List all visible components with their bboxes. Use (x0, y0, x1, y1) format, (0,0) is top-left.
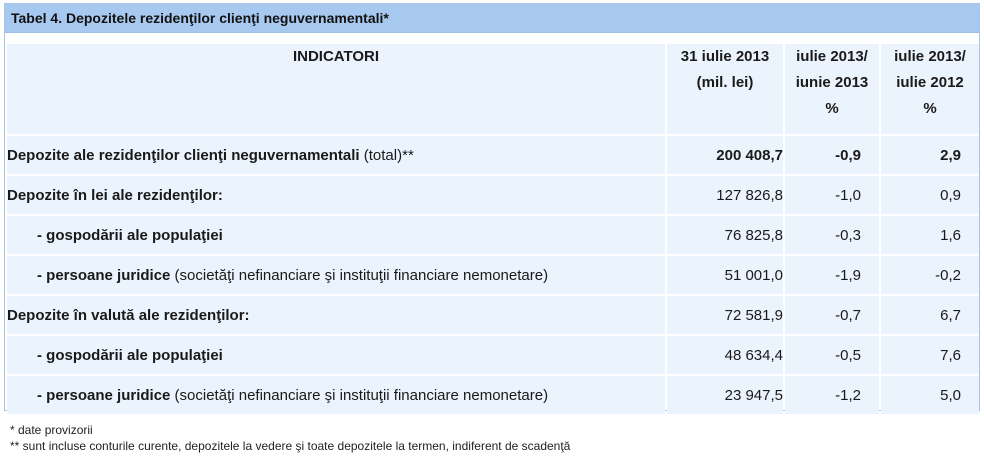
row-value-mil-lei: 200 408,7 (667, 136, 783, 174)
row-label-bold: Depozite ale rezidenţilor clienţi neguvernamentali (7, 146, 360, 164)
row-annual-change: 2,9 (881, 136, 979, 174)
header-col3-line1: iulie 2013/ (894, 48, 966, 65)
header-monthly-change (785, 44, 879, 134)
row-label (7, 296, 665, 334)
table-row (7, 296, 979, 334)
header-annual-change (881, 44, 979, 134)
row-value-mil-lei: 76 825,8 (667, 216, 783, 254)
row-monthly-change: -1,0 (785, 176, 879, 214)
header-indicatori: INDICATORI (7, 44, 665, 134)
row-label-bold: - gospodării ale populaţiei (37, 226, 223, 244)
row-monthly-change: -0,5 (785, 336, 879, 374)
row-label-normal: (societăţi nefinanciare şi instituţii financiare nemonetare) (170, 386, 549, 404)
row-annual-change: 1,6 (881, 216, 979, 254)
header-col2-line2: iunie 2013 (795, 74, 869, 91)
header-col1-line1: 31 iulie 2013 (680, 48, 770, 65)
footnote-provisional: * date provizorii (10, 423, 93, 437)
header-col3-line3: % (923, 100, 937, 117)
row-annual-change: 0,9 (881, 176, 979, 214)
table-panel (4, 3, 980, 411)
row-annual-change: -0,2 (881, 256, 979, 294)
header-col2-line3: % (825, 100, 839, 117)
row-monthly-change: -0,7 (785, 296, 879, 334)
header-col2-line1: iulie 2013/ (796, 48, 868, 65)
row-monthly-change: -0,9 (785, 136, 879, 174)
table-title: Tabel 4. Depozitele rezidenţilor clienţi neguvernamentali* (5, 4, 979, 33)
row-label-bold: - persoane juridice (37, 266, 171, 284)
row-value-mil-lei: 23 947,5 (667, 376, 783, 414)
row-value-mil-lei: 127 826,8 (667, 176, 783, 214)
table-row (7, 136, 979, 174)
row-annual-change: 7,6 (881, 336, 979, 374)
table-row (7, 176, 979, 214)
row-monthly-change: -1,9 (785, 256, 879, 294)
row-monthly-change: -1,2 (785, 376, 879, 414)
table-row (7, 376, 979, 414)
row-value-mil-lei: 72 581,9 (667, 296, 783, 334)
header-value-mil-lei (667, 44, 783, 134)
row-annual-change: 5,0 (881, 376, 979, 414)
row-label (7, 256, 665, 294)
row-label-bold: - persoane juridice (37, 386, 171, 404)
header-row (7, 44, 979, 134)
footnote-included-deposits: ** sunt incluse conturile curente, depozitele la vedere şi toate depozitele la termen, indiferent de scadenţă (10, 439, 571, 453)
row-label-bold: - gospodării ale populaţiei (37, 346, 223, 364)
row-monthly-change: -0,3 (785, 216, 879, 254)
table-row (7, 336, 979, 374)
row-label (7, 376, 665, 414)
deposits-table (5, 42, 981, 416)
row-label (7, 136, 665, 174)
row-label (7, 336, 665, 374)
row-label-normal: (societăţi nefinanciare şi instituţii financiare nemonetare) (170, 266, 549, 284)
row-label-normal: (total)** (359, 146, 414, 164)
header-col3-line2: iulie 2012 (896, 74, 964, 91)
table-row (7, 256, 979, 294)
row-label-bold: Depozite în lei ale rezidenţilor: (7, 186, 223, 204)
footnotes (10, 422, 570, 454)
row-value-mil-lei: 48 634,4 (667, 336, 783, 374)
row-label-bold: Depozite în valută ale rezidenţilor: (7, 306, 250, 324)
row-annual-change: 6,7 (881, 296, 979, 334)
row-label (7, 216, 665, 254)
table-row (7, 216, 979, 254)
row-label (7, 176, 665, 214)
row-value-mil-lei: 51 001,0 (667, 256, 783, 294)
header-col1-line2: (mil. lei) (696, 74, 754, 91)
